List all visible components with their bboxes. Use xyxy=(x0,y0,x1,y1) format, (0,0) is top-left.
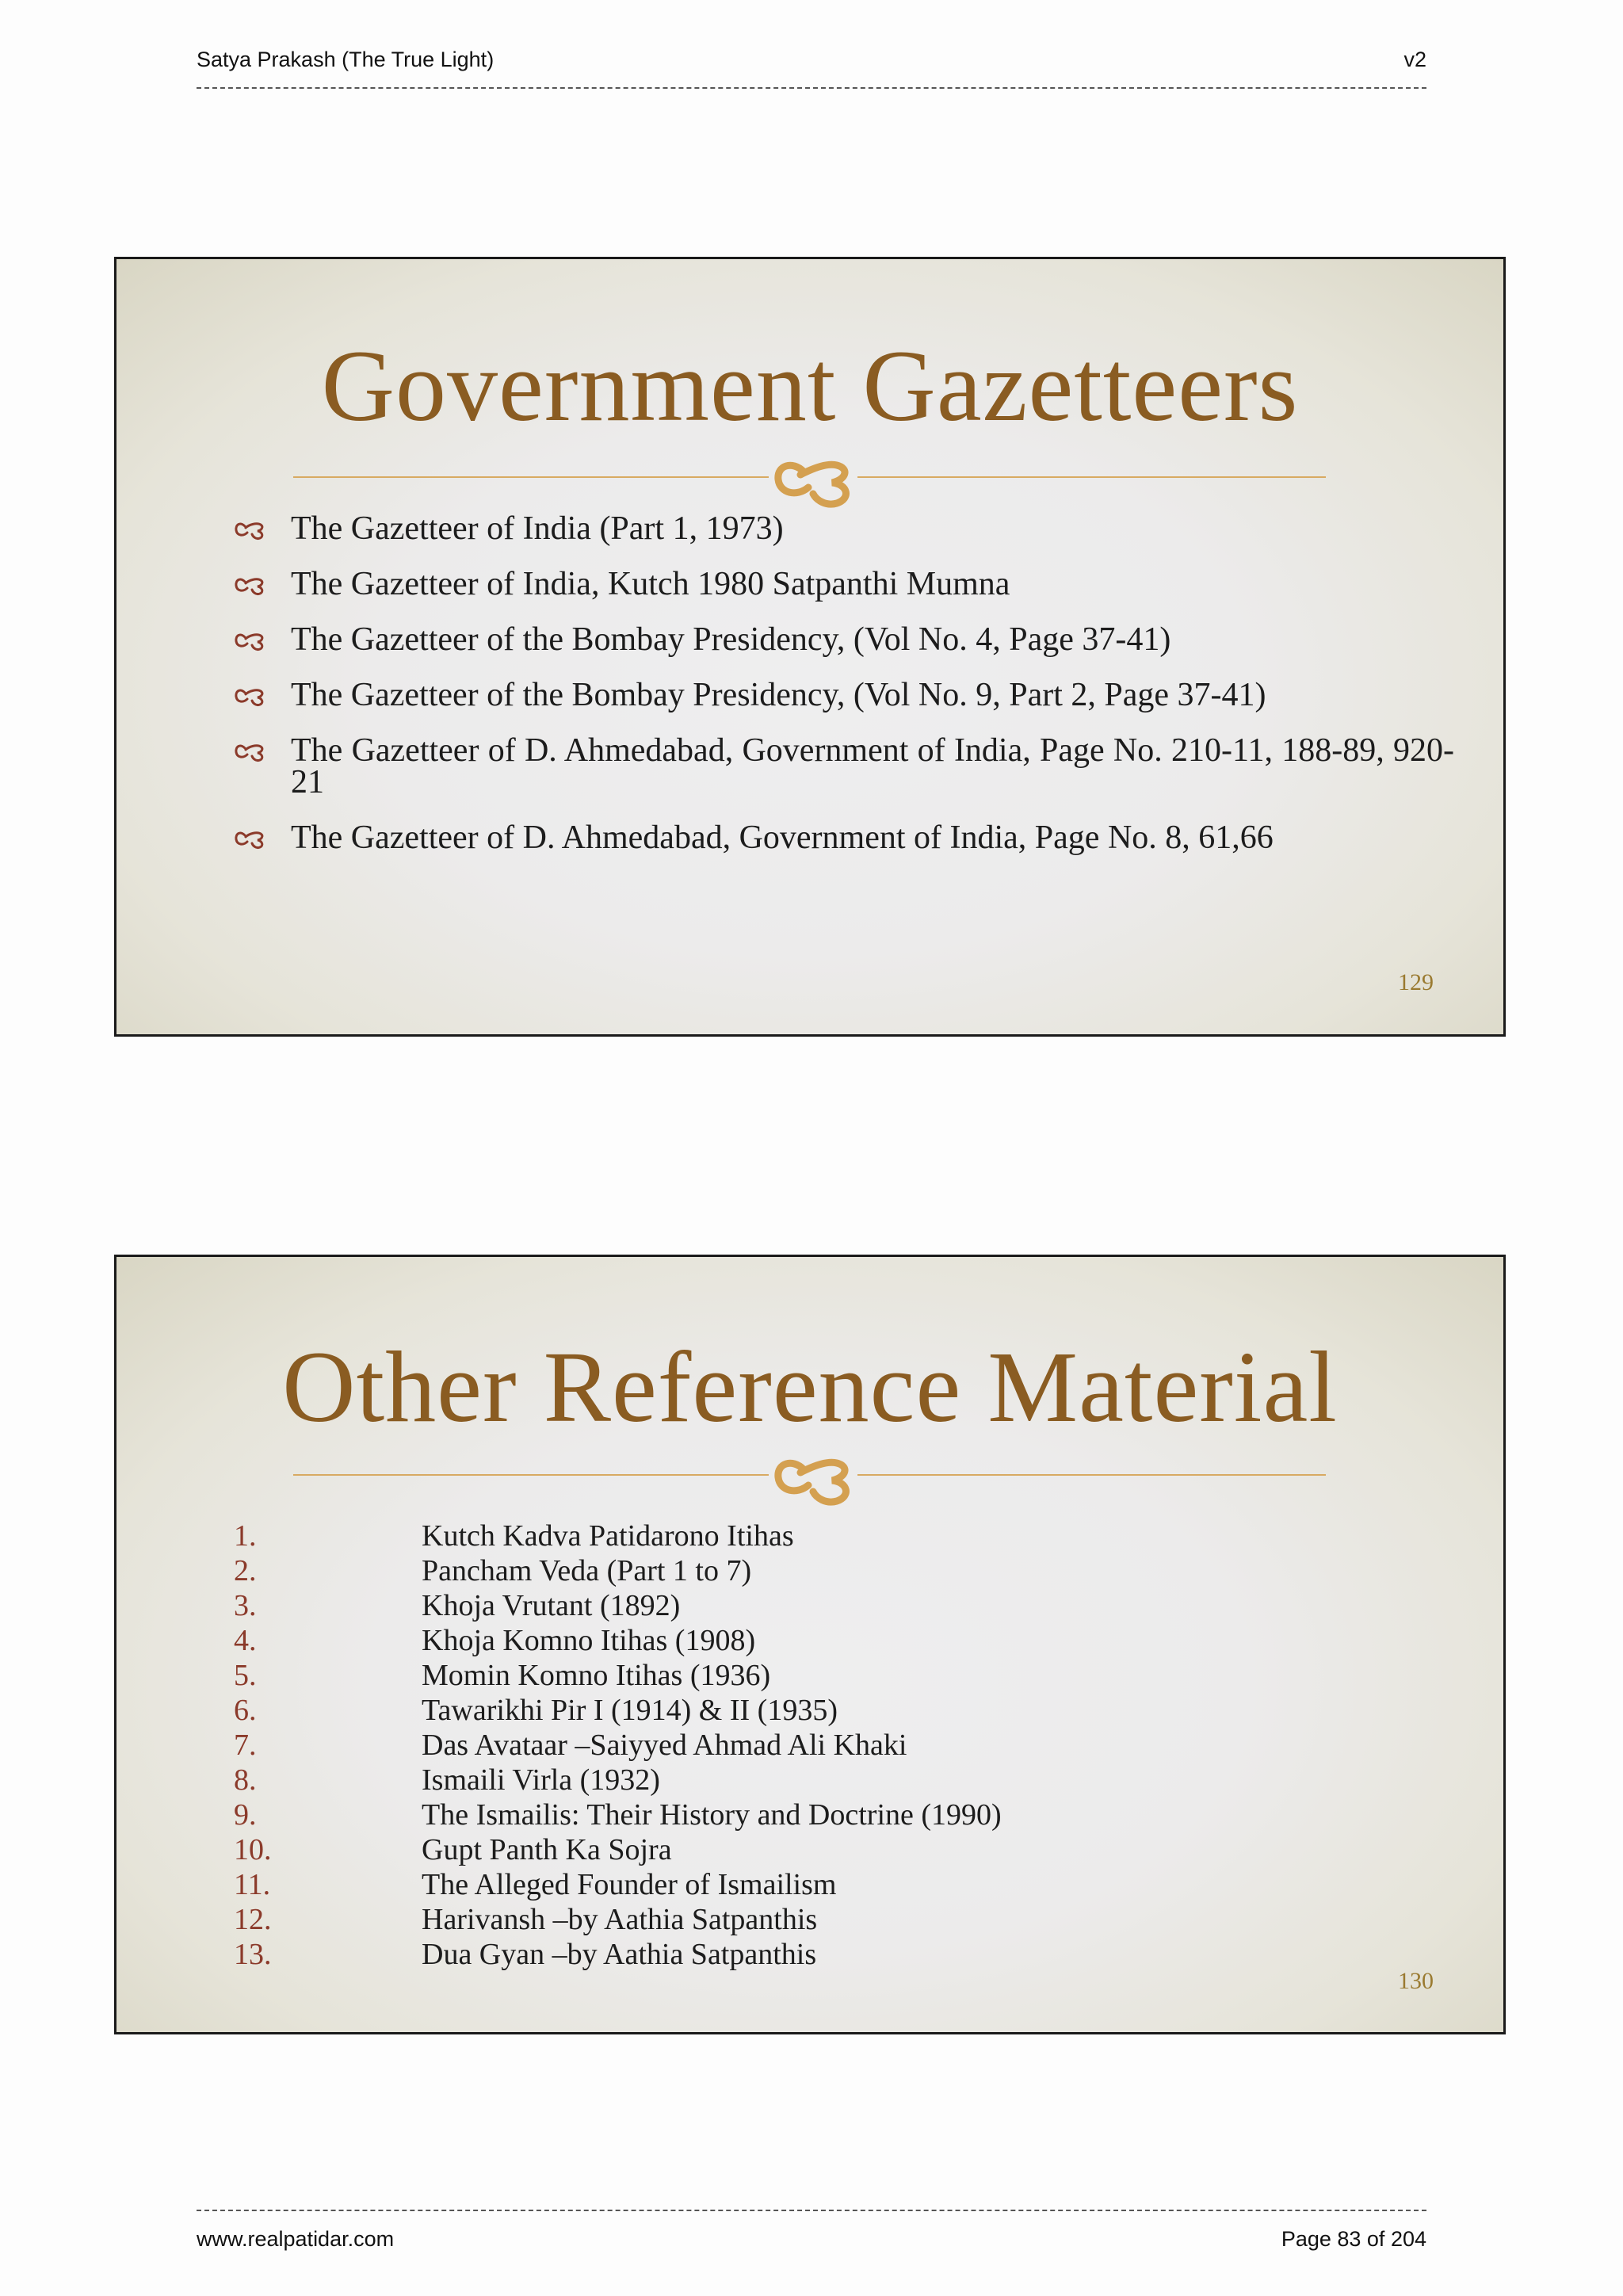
item-text: Tawarikhi Pir I (1914) & II (1935) xyxy=(422,1694,838,1727)
title-divider xyxy=(293,454,1326,502)
document-title: Satya Prakash (The True Light) xyxy=(197,48,495,71)
list-item xyxy=(234,1728,1343,1763)
list-item xyxy=(234,1658,1343,1693)
curl-bullet-icon xyxy=(234,519,267,541)
document-footer xyxy=(197,2227,1426,2259)
item-number: 3. xyxy=(234,1589,257,1622)
list-item: The Gazetteer of India (Part 1, 1973) xyxy=(234,513,1454,544)
curl-bullet-icon xyxy=(234,575,267,597)
item-number: 11. xyxy=(234,1868,271,1901)
flourish-ornament-icon xyxy=(769,1452,857,1507)
item-text: Khoja Komno Itihas (1908) xyxy=(422,1624,756,1657)
curl-bullet-icon xyxy=(234,630,267,652)
list-item: The Gazetteer of the Bombay Presidency, (Vol No. 9, Part 2, Page 37-41) xyxy=(234,679,1454,711)
list-item xyxy=(234,1763,1343,1797)
list-item: The Gazetteer of D. Ahmedabad, Government of India, Page No. 210-11, 188-89, 920-21 xyxy=(234,735,1454,798)
item-number: 2. xyxy=(234,1554,257,1587)
document-version: v2 xyxy=(1403,48,1426,71)
item-number: 13. xyxy=(234,1938,272,1971)
gazetteer-list xyxy=(234,510,1454,877)
item-number: 1. xyxy=(234,1519,257,1553)
item-number: 12. xyxy=(234,1903,272,1936)
list-item xyxy=(234,1553,1343,1588)
list-item xyxy=(234,1937,1343,1972)
list-item xyxy=(234,1519,1343,1553)
reference-list xyxy=(234,1519,1343,1972)
item-text: Gupt Panth Ka Sojra xyxy=(422,1833,672,1866)
item-text: The Ismailis: Their History and Doctrine (1990) xyxy=(422,1798,1002,1832)
item-text: Harivansh –by Aathia Satpanthis xyxy=(422,1903,818,1936)
list-item xyxy=(234,1588,1343,1623)
list-item: The Gazetteer of India, Kutch 1980 Satpanthi Mumna xyxy=(234,568,1454,600)
item-text: Kutch Kadva Patidarono Itihas xyxy=(422,1519,794,1553)
item-number: 7. xyxy=(234,1729,257,1762)
list-item xyxy=(234,1832,1343,1867)
item-text: Dua Gyan –by Aathia Satpanthis xyxy=(422,1938,817,1971)
curl-bullet-icon xyxy=(234,741,267,763)
list-item xyxy=(234,1902,1343,1937)
item-number: 10. xyxy=(234,1833,272,1866)
slide-other-reference-material xyxy=(114,1255,1506,2034)
slide-government-gazetteers xyxy=(114,257,1506,1037)
item-number: 6. xyxy=(234,1694,257,1727)
list-item xyxy=(234,1623,1343,1658)
header-rule xyxy=(197,87,1426,89)
document-header xyxy=(197,48,1426,79)
divider-line-right xyxy=(857,1474,1326,1476)
list-item xyxy=(234,1797,1343,1832)
slide-number: 130 xyxy=(1398,1968,1434,1994)
divider-line-left xyxy=(293,476,769,478)
list-item xyxy=(234,1693,1343,1728)
item-text: Pancham Veda (Part 1 to 7) xyxy=(422,1554,752,1587)
item-text: Ismaili Virla (1932) xyxy=(422,1763,660,1797)
item-number: 4. xyxy=(234,1624,257,1657)
item-number: 5. xyxy=(234,1659,257,1692)
slide-number: 129 xyxy=(1398,969,1434,995)
divider-line-right xyxy=(857,476,1326,478)
curl-bullet-icon xyxy=(234,686,267,708)
item-number: 8. xyxy=(234,1763,257,1797)
website-link[interactable]: www.realpatidar.com xyxy=(197,2227,395,2251)
page-indicator: Page 83 of 204 xyxy=(1281,2227,1426,2251)
list-item: The Gazetteer of D. Ahmedabad, Government of India, Page No. 8, 61,66 xyxy=(234,822,1454,854)
footer-rule xyxy=(197,2210,1426,2211)
divider-line-left xyxy=(293,1474,769,1476)
item-text: Khoja Vrutant (1892) xyxy=(422,1589,681,1622)
curl-bullet-icon xyxy=(234,828,267,850)
slide-title: Other Reference Material xyxy=(282,1331,1338,1443)
list-item: The Gazetteer of the Bombay Presidency, (Vol No. 4, Page 37-41) xyxy=(234,624,1454,655)
item-number: 9. xyxy=(234,1798,257,1832)
slide-title: Government Gazetteers xyxy=(321,330,1299,442)
flourish-ornament-icon xyxy=(769,454,857,510)
item-text: Das Avataar –Saiyyed Ahmad Ali Khaki xyxy=(422,1729,907,1762)
title-divider xyxy=(293,1452,1326,1499)
list-item xyxy=(234,1867,1343,1902)
item-text: Momin Komno Itihas (1936) xyxy=(422,1659,771,1692)
item-text: The Alleged Founder of Ismailism xyxy=(422,1868,837,1901)
